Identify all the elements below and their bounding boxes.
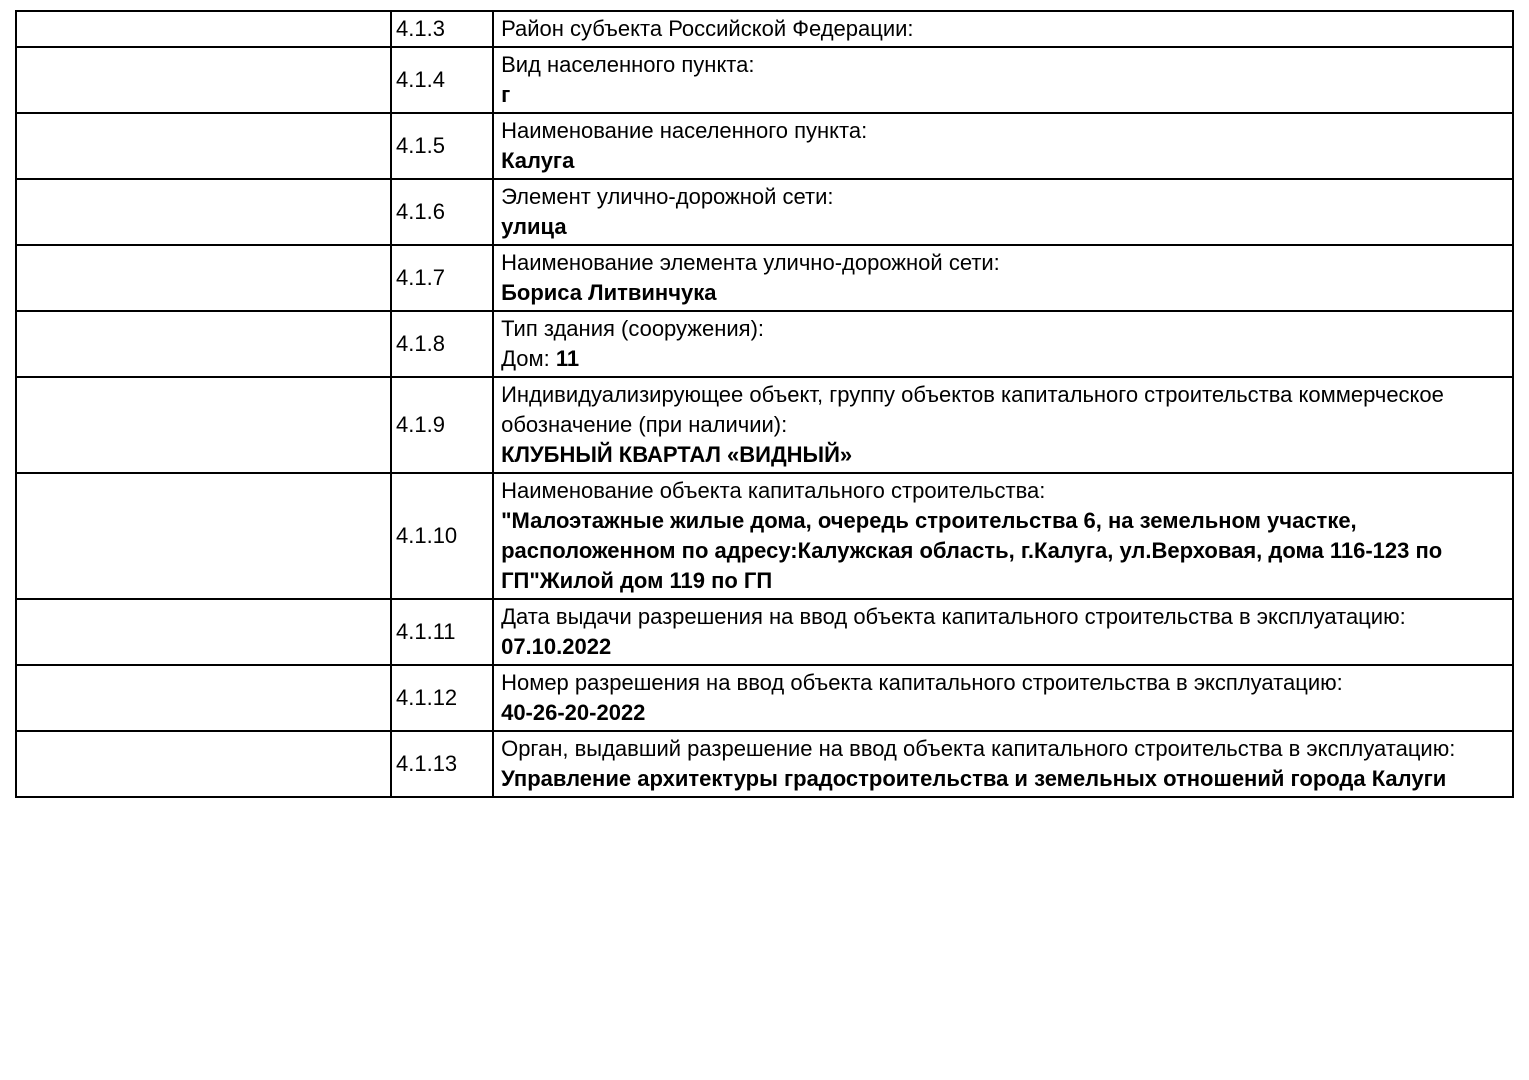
field-value <box>501 344 1506 374</box>
row-content-cell <box>493 11 1513 47</box>
empty-cell <box>16 113 391 179</box>
field-label: Наименование населенного пункта: <box>501 118 868 143</box>
row-number-cell <box>391 113 493 179</box>
row-number-cell <box>391 311 493 377</box>
row-content-cell <box>493 377 1513 473</box>
row-number-cell <box>391 665 493 731</box>
empty-cell <box>16 599 391 665</box>
field-label: Дата выдачи разрешения на ввод объекта капитального строительства в эксплуатацию: <box>501 604 1406 629</box>
row-content-cell <box>493 665 1513 731</box>
field-label: Индивидуализирующее объект, группу объектов капитального строительства коммерческое обозначение (при наличии): <box>501 382 1444 437</box>
row-number: 4.1.7 <box>396 265 445 290</box>
row-number: 4.1.13 <box>396 751 458 776</box>
table-row <box>16 113 1513 179</box>
row-content-cell <box>493 47 1513 113</box>
field-value: Калуга <box>501 148 575 173</box>
field-value: КЛУБНЫЙ КВАРТАЛ «ВИДНЫЙ» <box>501 442 853 467</box>
field-value: 40-26-20-2022 <box>501 700 646 725</box>
row-number: 4.1.8 <box>396 331 445 356</box>
row-number: 4.1.6 <box>396 199 445 224</box>
empty-cell <box>16 731 391 797</box>
field-value: г <box>501 82 511 107</box>
field-label: Тип здания (сооружения): <box>501 316 765 341</box>
row-content-cell <box>493 113 1513 179</box>
declaration-table <box>15 10 1514 798</box>
field-label: Орган, выдавший разрешение на ввод объекта капитального строительства в эксплуатацию: <box>501 736 1456 761</box>
table-row <box>16 47 1513 113</box>
field-label: Район субъекта Российской Федерации: <box>501 16 914 41</box>
row-content-cell <box>493 473 1513 599</box>
value-text: 11 <box>555 346 580 371</box>
empty-cell <box>16 245 391 311</box>
table-row <box>16 377 1513 473</box>
empty-cell <box>16 11 391 47</box>
row-number-cell <box>391 731 493 797</box>
row-number-cell <box>391 47 493 113</box>
row-number-cell <box>391 179 493 245</box>
row-content-cell <box>493 245 1513 311</box>
row-number: 4.1.10 <box>396 523 458 548</box>
row-number-cell <box>391 473 493 599</box>
row-number-cell <box>391 377 493 473</box>
field-label: Наименование объекта капитального строительства: <box>501 478 1046 503</box>
row-content-cell <box>493 731 1513 797</box>
table-row <box>16 11 1513 47</box>
empty-cell <box>16 665 391 731</box>
table-row <box>16 311 1513 377</box>
table-row <box>16 473 1513 599</box>
row-number: 4.1.5 <box>396 133 445 158</box>
row-number: 4.1.3 <box>396 16 445 41</box>
row-number-cell <box>391 11 493 47</box>
row-content-cell <box>493 311 1513 377</box>
field-value: "Малоэтажные жилые дома, очередь строительства 6, на земельном участке, расположенном по адресу:Калужская область, г.Калуга, ул.Верховая, дома 116-123 по ГП"Жилой дом 119 по ГП <box>501 508 1443 593</box>
empty-cell <box>16 47 391 113</box>
row-content-cell <box>493 599 1513 665</box>
row-number-cell <box>391 599 493 665</box>
field-value: Управление архитектуры градостроительства и земельных отношений города Калуги <box>501 766 1447 791</box>
field-value: улица <box>501 214 567 239</box>
field-value: Бориса Литвинчука <box>501 280 717 305</box>
row-number: 4.1.9 <box>396 412 445 437</box>
table-row <box>16 245 1513 311</box>
field-label: Элемент улично-дорожной сети: <box>501 184 834 209</box>
table-row <box>16 179 1513 245</box>
table-row <box>16 665 1513 731</box>
table-row <box>16 599 1513 665</box>
value-prefix: Дом: <box>501 346 556 371</box>
table-row <box>16 731 1513 797</box>
field-label: Наименование элемента улично-дорожной сети: <box>501 250 1000 275</box>
empty-cell <box>16 311 391 377</box>
row-number-cell <box>391 245 493 311</box>
field-label: Номер разрешения на ввод объекта капитального строительства в эксплуатацию: <box>501 670 1343 695</box>
empty-cell <box>16 377 391 473</box>
field-label: Вид населенного пункта: <box>501 52 755 77</box>
row-number: 4.1.11 <box>396 619 456 644</box>
field-value: 07.10.2022 <box>501 634 612 659</box>
empty-cell <box>16 473 391 599</box>
row-content-cell <box>493 179 1513 245</box>
row-number: 4.1.4 <box>396 67 445 92</box>
row-number: 4.1.12 <box>396 685 458 710</box>
empty-cell <box>16 179 391 245</box>
